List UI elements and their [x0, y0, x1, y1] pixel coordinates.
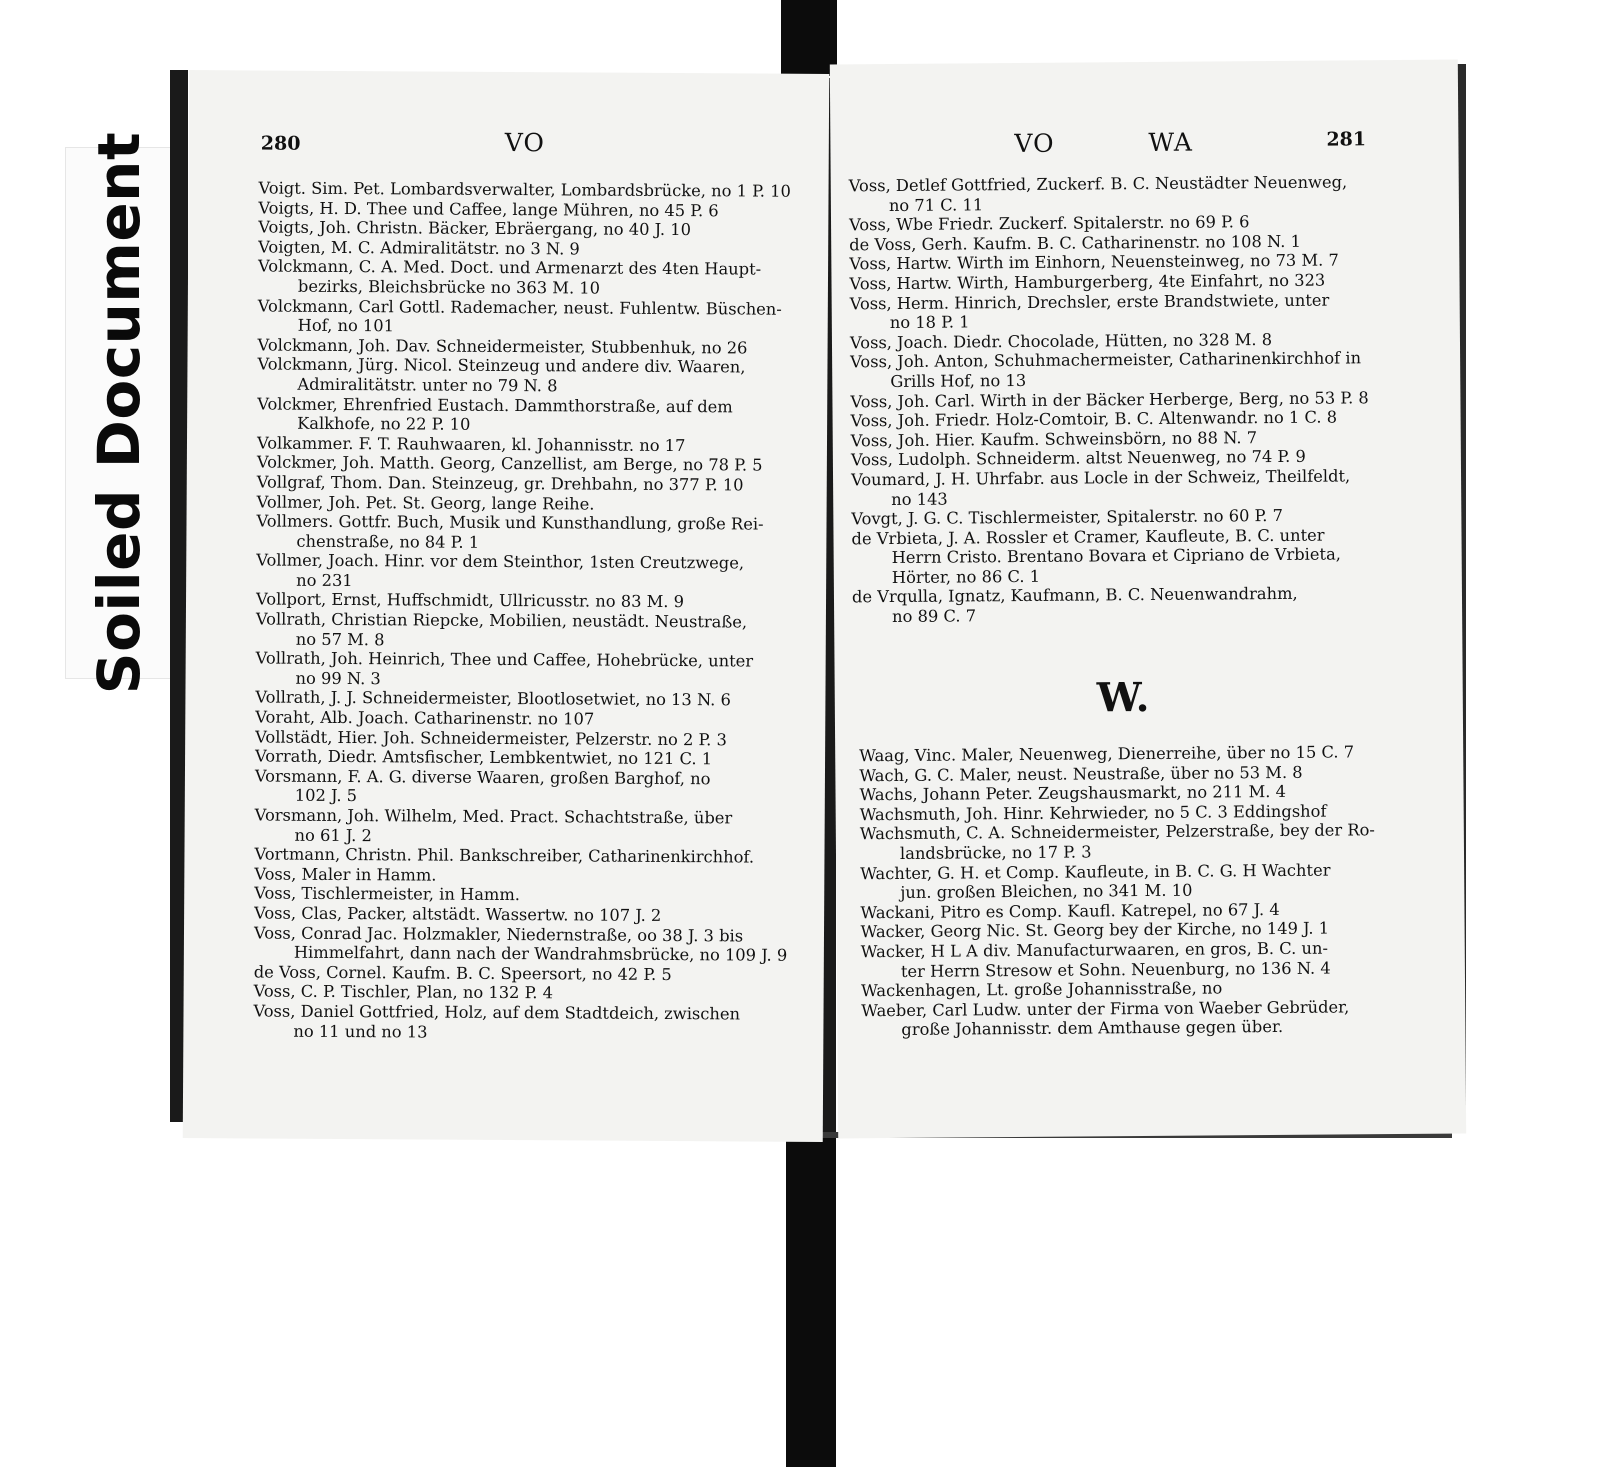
directory-entry: de Voss, Cornel. Kaufm. B. C. Speersort, no 42 P. 5	[253, 962, 672, 984]
directory-entries-vo	[849, 172, 1453, 627]
directory-entry: Vollport, Ernst, Huffschmidt, Ullricusstr. no 83 M. 9	[255, 589, 685, 612]
directory-entry: Voss, Clas, Packer, altstädt. Wassertw. no 107 J. 2	[254, 903, 662, 925]
directory-entry: Voss, Joach. Diedr. Chocolade, Hütten, no 328 M. 8	[849, 329, 1273, 353]
directory-entry: Voss, Hartw. Wirth im Einhorn, Neuensteinweg, no 73 M. 7	[849, 250, 1339, 274]
bookmark-ribbon-bottom	[786, 1133, 836, 1467]
directory-entry: Volkammer. F. T. Rauhwaaren, kl. Johannisstr. no 17	[256, 433, 686, 455]
directory-entry-continuation: no 18 P. 1	[889, 312, 970, 333]
directory-entry: Voigts, Joh. Christn. Bäcker, Ebräergang, no 40 J. 10	[258, 217, 692, 240]
directory-entry-continuation: Herrn Cristo. Brentano Bovara et Cipriano de Vrbieta,	[891, 544, 1341, 568]
directory-entry: Voigten, M. C. Admiralitätstr. no 3 N. 9	[258, 237, 580, 259]
directory-entry-continuation: Admiralitätstr. unter no 79 N. 8	[297, 374, 558, 396]
directory-entry: Vorsmann, F. A. G. diverse Waaren, großen Barghof, no	[254, 766, 711, 789]
directory-entry: Wackenhagen, Lt. große Johannisstraße, no	[860, 978, 1223, 1001]
directory-entry: Vollrath, Christian Riepcke, Mobilien, neustädt. Neustraße,	[255, 609, 748, 632]
directory-entry: Voss, Tischlermeister, in Hamm.	[254, 883, 521, 905]
directory-entry: Wacker, H L A div. Manufacturwaaren, en gros, B. C. un-	[860, 938, 1328, 962]
directory-entry: Volckmer, Joh. Matth. Georg, Canzellist, am Berge, no 78 P. 5	[256, 452, 763, 475]
directory-entry-continuation: chenstraße, no 84 P. 1	[296, 531, 480, 552]
bookmark-ribbon-top	[781, 0, 837, 76]
directory-entry: Wacker, Georg Nic. St. Georg bey der Kirche, no 149 J. 1	[860, 918, 1330, 942]
directory-entry: Wachs, Johann Peter. Zeugshausmarkt, no 211 M. 4	[859, 782, 1287, 805]
directory-entry: Voss, Daniel Gottfried, Holz, auf dem Stadtdeich, zwischen	[253, 1001, 741, 1024]
directory-entry-continuation: Hof, no 101	[297, 315, 395, 336]
directory-entry: Voss, Joh. Anton, Schuhmachermeister, Catharinenkirchhof in	[850, 348, 1362, 372]
directory-entry-continuation: no 143	[891, 489, 948, 509]
directory-entries	[253, 178, 818, 1044]
directory-entry-continuation: no 11 und no 13	[293, 1021, 428, 1042]
directory-entry-continuation: Kalkhofe, no 22 P. 10	[297, 413, 471, 434]
directory-entry-continuation: 102 J. 5	[294, 786, 358, 806]
directory-entry: Vollstädt, Hier. Joh. Schneidermeister, Pelzerstr. no 2 P. 3	[255, 727, 727, 749]
directory-entry: Voss, Conrad Jac. Holzmakler, Niedernstraße, oo 38 J. 3 bis	[253, 923, 744, 946]
directory-entry: Voss, Ludolph. Schneiderm. altst Neuenweg, no 74 P. 9	[850, 447, 1306, 470]
directory-entry: Waeber, Carl Ludw. unter der Firma von Waeber Gebrüder,	[861, 997, 1350, 1020]
directory-entry-continuation: ter Herrn Stresow et Sohn. Neuenburg, no 136 N. 4	[900, 958, 1331, 981]
directory-entry: Voraht, Alb. Joach. Catharinenstr. no 107	[255, 707, 595, 729]
left-page	[183, 70, 830, 1142]
soiled-document-label-text: Soiled Document	[85, 131, 153, 695]
directory-entry-continuation: Himmelfahrt, dann nach der Wandrahmsbrücke, no 109 J. 9	[293, 942, 788, 965]
directory-entry: Volckmann, C. A. Med. Doct. und Armenarzt des 4ten Haupt-	[258, 256, 762, 279]
directory-entry-continuation: landsbrücke, no 17 P. 3	[899, 842, 1092, 863]
directory-entry: Wach, G. C. Maler, neust. Neustraße, über no 53 M. 8	[859, 762, 1303, 785]
directory-entry-continuation: no 99 N. 3	[295, 668, 381, 689]
section-letter: W.	[1096, 673, 1150, 722]
directory-entry: de Voss, Gerh. Kaufm. B. C. Catharinenstr. no 108 N. 1	[849, 231, 1301, 255]
directory-entry: Vollmer, Joach. Hinr. vor dem Steinthor, 1sten Creutzwege,	[256, 550, 745, 573]
directory-entry: Waag, Vinc. Maler, Neuenweg, Dienerreihe, über no 15 C. 7	[859, 742, 1355, 766]
directory-entry: Vovgt, J. G. C. Tischlermeister, Spitalerstr. no 60 P. 7	[851, 506, 1284, 529]
directory-entry: Wachter, G. H. et Comp. Kaufleute, in B. C. G. H Wachter	[860, 860, 1331, 883]
directory-entry: de Vrqulla, Ignatz, Kaufmann, B. C. Neuenwandrahm,	[851, 584, 1298, 607]
directory-entry: Vollmer, Joh. Pet. St. Georg, lange Reihe.	[256, 491, 595, 514]
directory-entry: Volckmann, Carl Gottl. Rademacher, neust. Fuhlentw. Büschen-	[257, 296, 782, 319]
directory-entry: Vorsmann, Joh. Wilhelm, Med. Pract. Schachtstraße, über	[254, 805, 733, 828]
directory-entry: Voss, Joh. Hier. Kaufm. Schweinsbörn, no 88 N. 7	[850, 427, 1258, 451]
directory-entry: Vollrath, Joh. Heinrich, Thee und Caffee, Hohebrücke, unter	[255, 648, 754, 671]
running-head-right: WA	[1148, 127, 1194, 157]
directory-entry: Voss, Joh. Carl. Wirth in der Bäcker Herberge, Berg, no 53 P. 8	[850, 387, 1369, 411]
directory-entry: Voigt. Sim. Pet. Lombardsverwalter, Lombardsbrücke, no 1 P. 10	[258, 178, 791, 201]
page-number: 281	[1326, 128, 1367, 151]
directory-entry: Voss, Joh. Friedr. Holz-Comtoir, B. C. Altenwandr. no 1 C. 8	[850, 407, 1338, 431]
right-page	[830, 60, 1466, 1139]
directory-entry: Vortmann, Christn. Phil. Bankschreiber, Catharinenkirchhof.	[254, 844, 755, 867]
directory-entry: Voss, Maler in Hamm.	[254, 864, 437, 885]
directory-entry: Voss, Detlef Gottfried, Zuckerf. B. C. Neustädter Neuenweg,	[848, 172, 1348, 196]
directory-entry: Voss, Wbe Friedr. Zuckerf. Spitalerstr. no 69 P. 6	[848, 212, 1250, 235]
directory-entry: Voumard, J. H. Uhrfabr. aus Locle in der Schweiz, Theilfeldt,	[850, 466, 1351, 490]
directory-entry: Vollrath, J. J. Schneidermeister, Blootlosetwiet, no 13 N. 6	[255, 687, 731, 710]
directory-entry-continuation: no 89 C. 7	[892, 606, 977, 627]
directory-entry: Voss, C. P. Tischler, Plan, no 132 P. 4	[253, 981, 554, 1003]
directory-entry: Voss, Herm. Hinrich, Drechsler, erste Brandstwiete, unter	[849, 290, 1330, 313]
directory-entry: Vollmers. Gottfr. Buch, Musik und Kunsthandlung, große Rei-	[256, 511, 764, 534]
directory-entry-continuation: große Johannisstr. dem Amthause gegen über.	[901, 1017, 1284, 1040]
directory-entry: Volckmann, Jürg. Nicol. Steinzeug und andere div. Waaren,	[257, 354, 746, 377]
directory-entry: Vollgraf, Thom. Dan. Steinzeug, gr. Drehbahn, no 377 P. 10	[256, 472, 744, 495]
directory-entry: Wachsmuth, Joh. Hinr. Kehrwieder, no 5 C. 3 Eddingshof	[859, 801, 1327, 825]
directory-entry: Voigts, H. D. Thee und Caffee, lange Mühren, no 45 P. 6	[258, 198, 719, 220]
page-number: 280	[260, 132, 301, 155]
running-head: VO	[504, 127, 546, 158]
directory-entry: Voss, Hartw. Wirth, Hamburgerberg, 4te Einfahrt, no 323	[849, 270, 1326, 294]
directory-entry-continuation: Hörter, no 86 C. 1	[891, 566, 1041, 587]
directory-entry-continuation: no 231	[296, 570, 353, 590]
directory-entry-continuation: no 61 J. 2	[294, 825, 372, 845]
directory-entry-continuation: jun. großen Bleichen, no 341 M. 10	[900, 880, 1193, 903]
directory-entry-continuation: no 57 M. 8	[295, 629, 385, 649]
directory-entry: Wachsmuth, C. A. Schneidermeister, Pelzerstraße, bey der Ro-	[859, 820, 1375, 844]
directory-entry-continuation: no 71 C. 11	[888, 194, 984, 215]
directory-entries-w	[859, 742, 1461, 1041]
directory-entry: Volckmann, Joh. Dav. Schneidermeister, Stubbenhuk, no 26	[257, 335, 748, 358]
directory-entry: Volckmer, Ehrenfried Eustach. Dammthorstraße, auf dem	[257, 394, 733, 416]
directory-entry: Vorrath, Diedr. Amtsfischer, Lembkentwiet, no 121 C. 1	[255, 746, 713, 769]
directory-entry: Wackani, Pitro es Comp. Kaufl. Katrepel, no 67 J. 4	[860, 899, 1280, 923]
directory-entry-continuation: bezirks, Bleichsbrücke no 363 M. 10	[297, 276, 601, 298]
directory-entry: de Vrbieta, J. A. Rossler et Cramer, Kaufleute, B. C. unter	[851, 525, 1325, 549]
directory-entry-continuation: Grills Hof, no 13	[890, 370, 1027, 391]
running-head-left: VO	[1014, 128, 1055, 159]
